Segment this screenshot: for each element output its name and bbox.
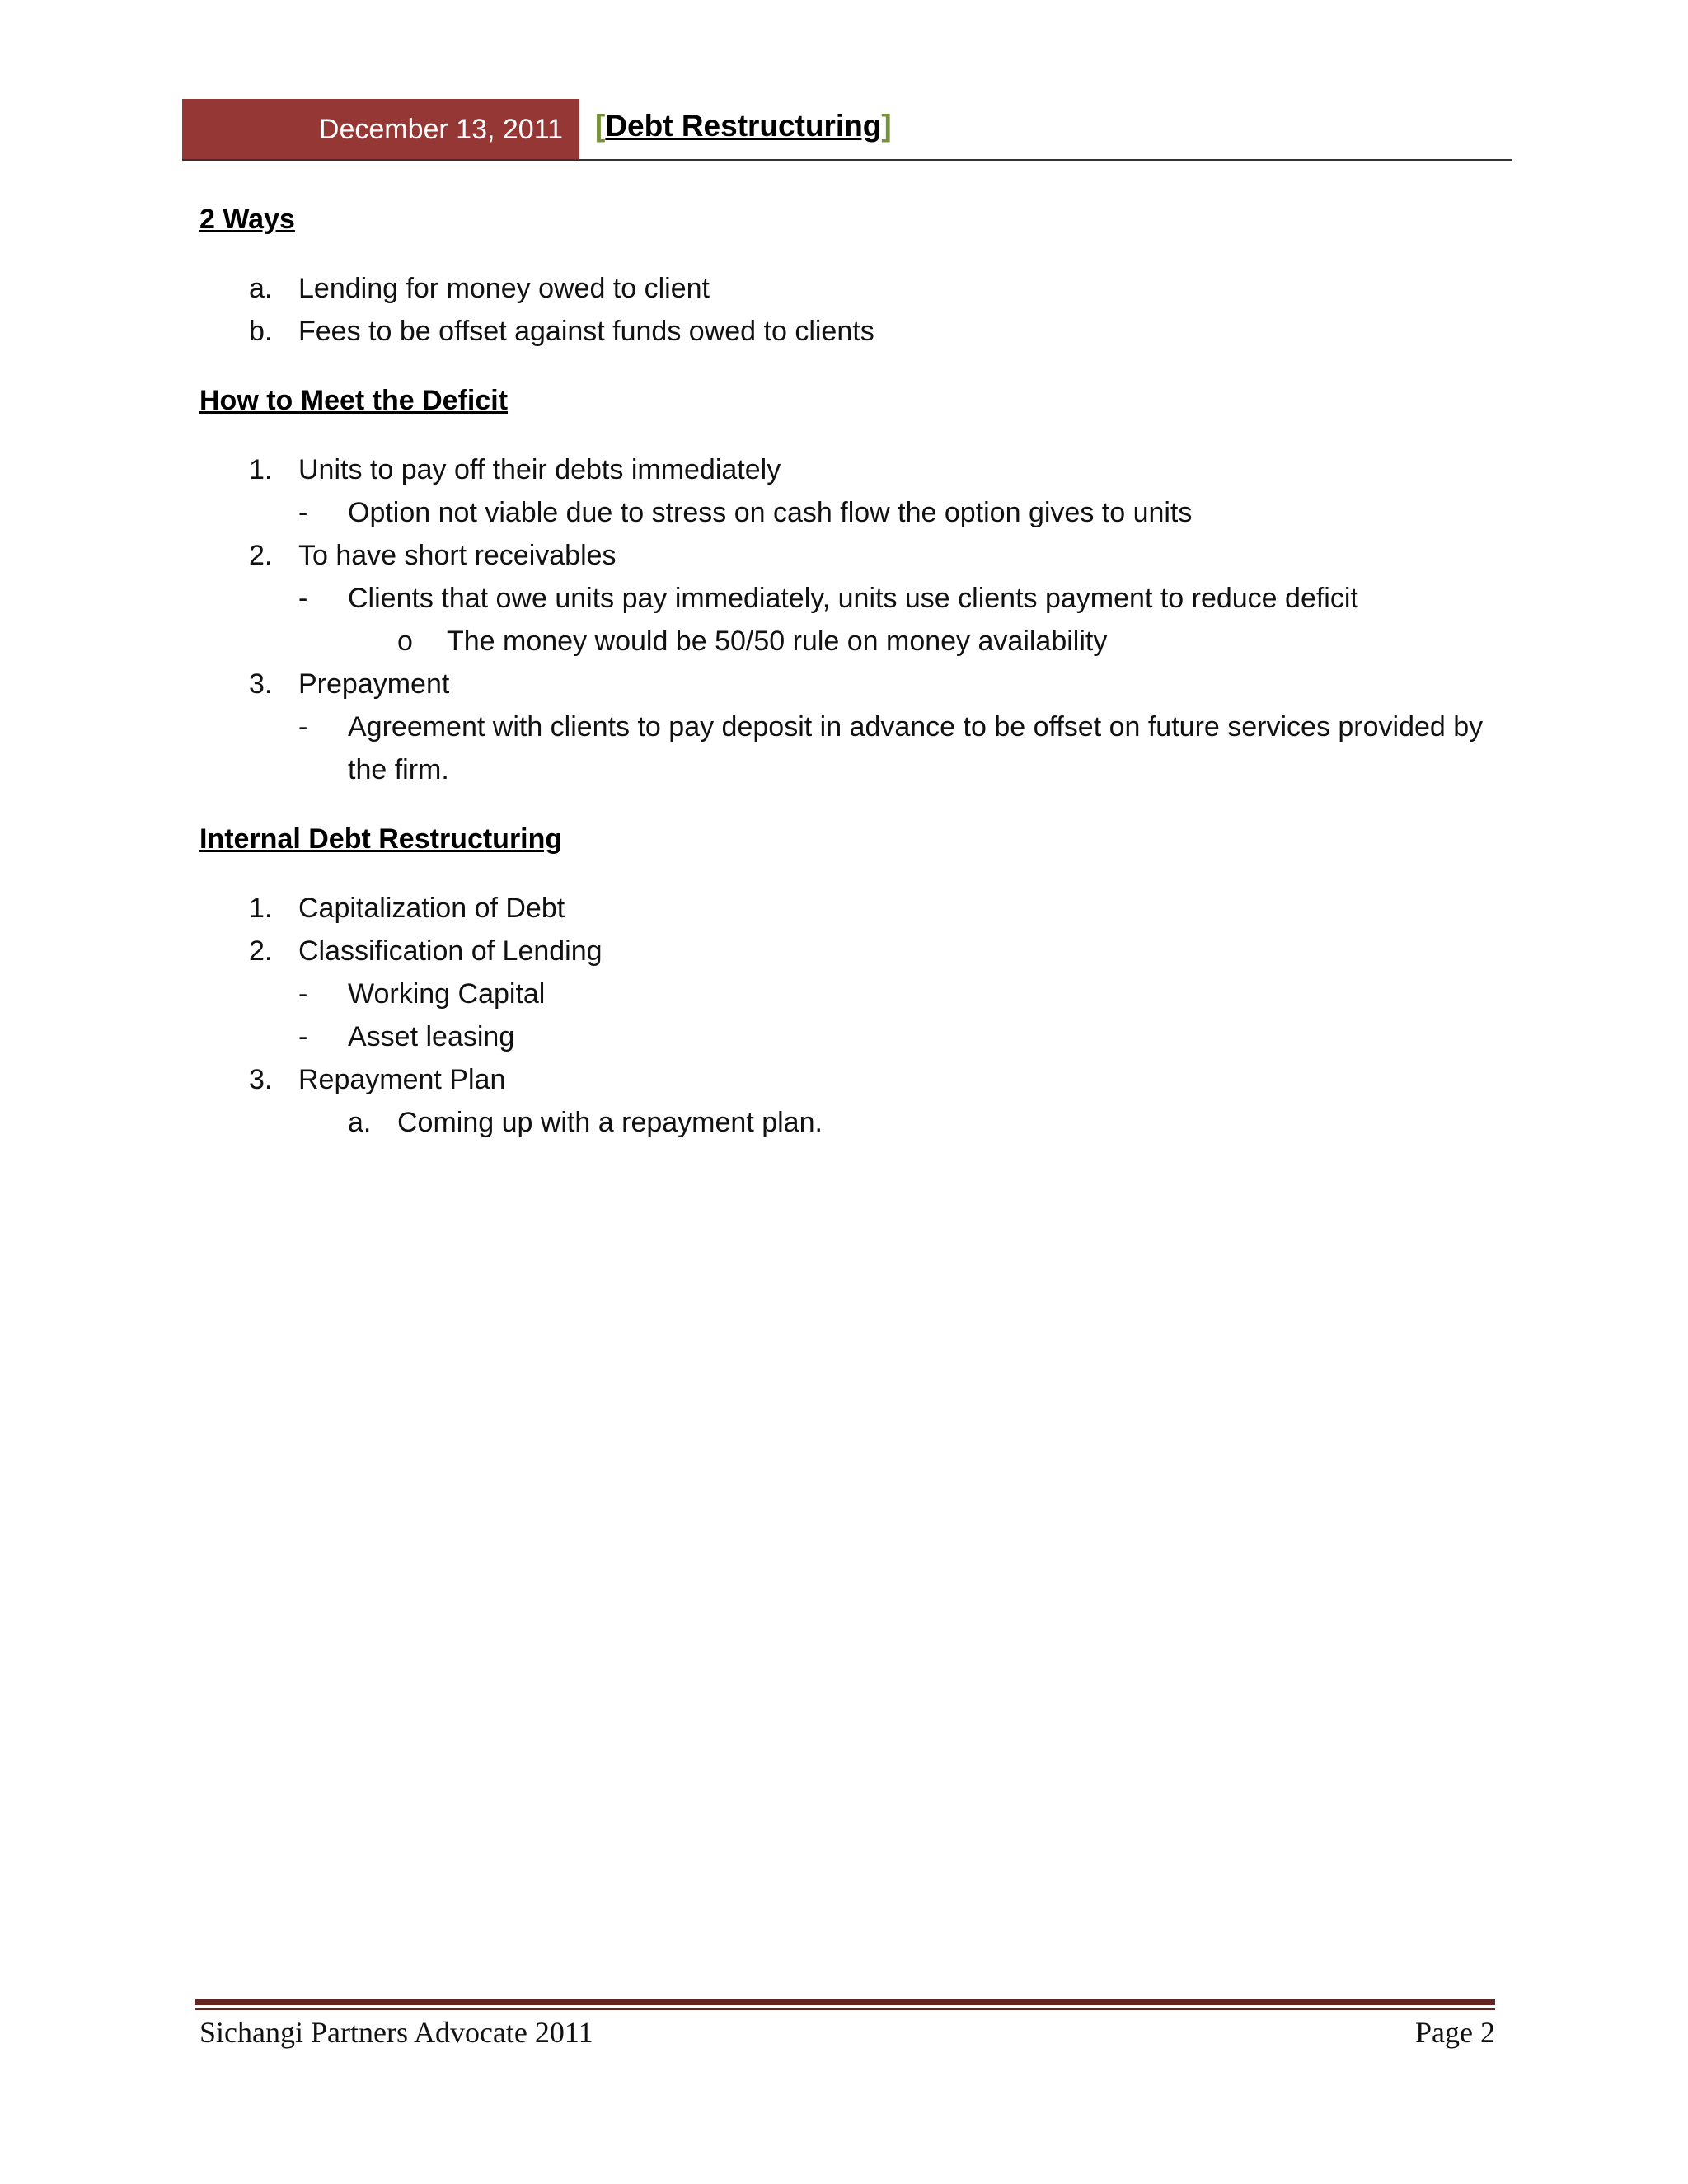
list-subitem <box>199 491 1518 534</box>
list-text: Coming up with a repayment plan. <box>397 1107 823 1138</box>
list-text: Agreement with clients to pay deposit in advance to be offset on future services provided by the firm. <box>348 711 1484 785</box>
list-marker: 3. <box>249 668 273 700</box>
list-subitem <box>199 972 1518 1015</box>
list-text: Capitalization of Debt <box>298 893 565 924</box>
list-subsubitem <box>199 620 1518 663</box>
list-marker: - <box>298 978 308 1010</box>
header-rule <box>182 159 1512 161</box>
list-text: Lending for money owed to client <box>298 273 710 304</box>
list-item <box>199 310 1518 353</box>
list-text: Repayment Plan <box>298 1064 506 1095</box>
section-two-ways <box>199 198 1518 353</box>
list-text: Fees to be offset against funds owed to clients <box>298 316 874 347</box>
footer-rule <box>195 1999 1495 2005</box>
list-marker: 1. <box>249 454 273 485</box>
list-item <box>199 663 1518 705</box>
section-heading: 2 Ways <box>199 204 295 235</box>
list-marker: 3. <box>249 1064 273 1095</box>
header-title-text: Debt Restructuring <box>605 109 882 143</box>
section-internal-debt <box>199 818 1518 1144</box>
list-subitem <box>199 577 1518 620</box>
list-text: Working Capital <box>348 978 546 1010</box>
list-marker: - <box>298 497 308 528</box>
list-text: To have short receivables <box>298 540 617 571</box>
document-body <box>199 198 1518 1170</box>
list-item <box>199 534 1518 577</box>
footer-page-number: Page 2 <box>1415 2016 1495 2049</box>
footer-firm-name: Sichangi Partners Advocate 2011 <box>199 2016 593 2049</box>
section-meet-deficit <box>199 379 1518 791</box>
header-bracket-close: ] <box>881 109 892 143</box>
section-heading: Internal Debt Restructuring <box>199 823 563 855</box>
list-marker: a. <box>249 273 273 304</box>
list-marker: 1. <box>249 893 273 924</box>
list-item <box>199 1058 1518 1101</box>
list-item <box>199 448 1518 491</box>
list-marker: - <box>298 1021 308 1052</box>
list-text: The money would be 50/50 rule on money availability <box>447 626 1108 657</box>
list-text: Prepayment <box>298 668 450 700</box>
list-item <box>199 930 1518 972</box>
list-marker: o <box>397 626 413 657</box>
header-bracket-open: [ <box>595 109 606 143</box>
list-text: Option not viable due to stress on cash flow the option gives to units <box>348 497 1193 528</box>
list-subitem <box>199 1101 1518 1144</box>
list-text: Classification of Lending <box>298 935 603 967</box>
list-item <box>199 267 1518 310</box>
section-heading: How to Meet the Deficit <box>199 385 509 416</box>
list-marker: - <box>298 583 308 614</box>
list-subitem <box>199 1015 1518 1058</box>
list-text: Units to pay off their debts immediately <box>298 454 781 485</box>
list-item <box>199 887 1518 930</box>
list-marker: - <box>298 711 308 743</box>
list-marker: 2. <box>249 540 273 571</box>
header-date: December 13, 2011 <box>318 113 563 145</box>
list-subitem <box>199 705 1518 791</box>
list-marker: 2. <box>249 935 273 967</box>
list-marker: b. <box>249 316 273 347</box>
list-text: Asset leasing <box>348 1021 515 1052</box>
header-title <box>595 109 892 143</box>
list-text: Clients that owe units pay immediately, units use clients payment to reduce deficit <box>348 583 1358 614</box>
list-marker: a. <box>348 1107 372 1138</box>
header-date-band <box>182 99 579 160</box>
footer-rule-thin <box>195 2008 1495 2010</box>
